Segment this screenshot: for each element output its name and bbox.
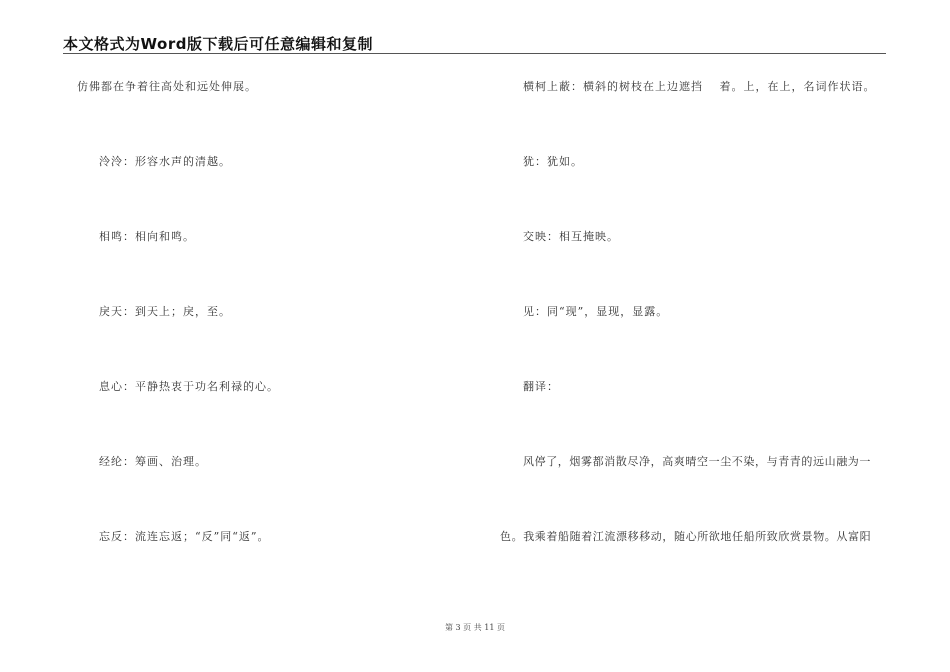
right-line-7: 色。我乘着船随着江流漂移移动，随心所欲地任船所致欣赏景物。从富阳 xyxy=(500,530,872,543)
header-divider xyxy=(63,53,886,54)
right-line-4: 见：同“现”，显现，显露。 xyxy=(523,305,669,318)
left-line-4: 戾天：到天上；戾，至。 xyxy=(99,305,231,318)
right-line-1: 横柯上蔽：横斜的树枝在上边遮挡 着。上，在上，名词作状语。 xyxy=(523,80,876,93)
left-line-1: 仿佛都在争着往高处和远处伸展。 xyxy=(77,80,257,93)
left-line-7: 忘反：流连忘返；“反”同“返”。 xyxy=(99,530,270,543)
right-line-5: 翻译： xyxy=(523,380,559,393)
right-line-3: 交映：相互掩映。 xyxy=(523,230,619,243)
right-line-2: 犹：犹如。 xyxy=(523,155,583,168)
right-line-6: 风停了，烟雾都消散尽净，高爽晴空一尘不染，与青青的远山融为一 xyxy=(523,455,871,468)
page-number-footer: 第 3 页 共 11 页 xyxy=(445,623,505,632)
left-line-5: 息心：平静热衷于功名利禄的心。 xyxy=(99,380,279,393)
left-line-3: 相鸣：相向和鸣。 xyxy=(99,230,195,243)
left-line-2: 泠泠：形容水声的清越。 xyxy=(99,155,231,168)
page-header-title: 本文格式为Word版下载后可任意编辑和复制 xyxy=(63,35,373,53)
left-line-6: 经纶：筹画、治理。 xyxy=(99,455,207,468)
